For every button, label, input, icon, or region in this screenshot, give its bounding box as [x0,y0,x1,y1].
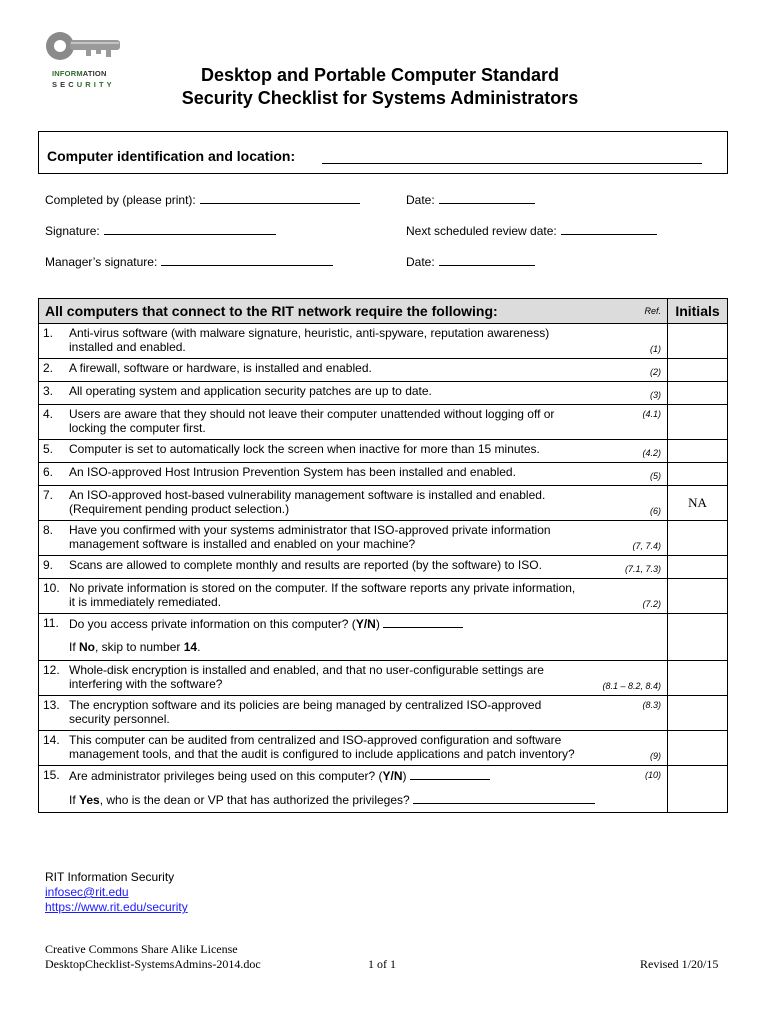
table-row: 4. Users are aware that they should not leave their computer unattended without logging off or locking the computer first. (4.1) [39,405,728,440]
checklist-item-ref: (4.2) [642,448,661,458]
next-review-date-field: Next scheduled review date: [406,223,657,238]
table-row: 1. Anti-virus software (with malware signature, heuristic, anti-spyware, reputation awareness) installed and enabled. (1) [39,324,728,359]
table-row: 5. Computer is set to automatically lock the screen when inactive for more than 15 minutes. (4.2) [39,440,728,463]
footer-license: Creative Commons Share Alike License [45,942,238,956]
checklist-item-text: Anti-virus software (with malware signature, heuristic, anti-spyware, reputation awareness) installed and enabled. [69,326,550,354]
checklist-item-text: No private information is stored on the computer. If the software reports any private information, it is immediately remediated. [69,581,576,609]
initials-cell[interactable] [668,324,728,359]
table-row: 2. A firewall, software or hardware, is installed and enabled. (2) [39,359,728,382]
checklist-item-text: Whole-disk encryption is installed and enabled, and that no user-configurable settings are interfering with the software? [69,663,544,691]
checklist-item-text: Computer is set to automatically lock the screen when inactive for more than 15 minutes. [69,442,540,456]
checklist-item-text: Have you confirmed with your systems administrator that ISO-approved private information management software is installed and enabled on your machine? [69,523,551,551]
signature-field: Signature: [45,223,276,238]
table-row: 14. This computer can be audited from centralized and ISO-approved configuration and software management tools, and that the audit is configured to include applications and patch inventory? (9) [39,731,728,766]
initials-cell[interactable]: NA [668,486,728,521]
next-review-line[interactable] [561,223,657,235]
identification-field[interactable] [322,163,702,164]
initials-cell[interactable] [668,382,728,405]
checklist-item-ref: (3) [650,390,661,400]
checklist-item-subtext: If No, skip to number 14. [69,640,201,654]
checklist-item-subtext: If Yes, who is the dean or VP that has authorized the privileges? [69,792,661,807]
footer-license-block [45,942,261,972]
table-row: 13. The encryption software and its policies are being managed by centralized ISO-approved security personnel. (8.3) [39,696,728,731]
checklist-item-text: Users are aware that they should not leave their computer unattended without logging off or locking the computer first. [69,407,555,435]
initials-cell[interactable] [668,440,728,463]
manager-signature-line[interactable] [161,254,333,266]
initials-cell[interactable] [668,766,728,813]
initials-cell[interactable] [668,405,728,440]
manager-signature-field: Manager’s signature: [45,254,333,269]
footer-filename: DesktopChecklist-SystemsAdmins-2014.doc [45,957,261,971]
checklist-item-ref: (1) [650,344,661,354]
computer-identification-box [38,131,728,174]
checklist-item-text: Do you access private information on this computer? (Y/N) [69,616,661,631]
footer-revised-date: Revised 1/20/15 [640,957,719,971]
checklist-item-ref: (10) [644,770,661,780]
footer-org-name: RIT Information Security [45,870,175,884]
authorizer-answer-line[interactable] [413,792,595,804]
table-row: 10. No private information is stored on the computer. If the software reports any private information, it is immediately remediated. (7.2) [39,579,728,614]
table-row: 8. Have you confirmed with your systems administrator that ISO-approved private information management software is installed and enabled on your machine? (7, 7.4) [39,521,728,556]
footer-email-link[interactable]: infosec@rit.edu [45,885,129,899]
initials-cell[interactable] [668,556,728,579]
table-header-text: All computers that connect to the RIT network require the following: [45,303,498,319]
checklist-item-ref: (2) [650,367,661,377]
title-line-1: Desktop and Portable Computer Standard [200,65,560,85]
date-field-2: Date: [406,254,535,269]
table-row: 6. An ISO-approved Host Intrusion Prevention System has been installed and enabled. (5) [39,463,728,486]
title-line-2: Security Checklist for Systems Administrators [181,88,579,108]
table-row: 12. Whole-disk encryption is installed and enabled, and that no user-configurable settings are interfering with the software? (8.1 – 8.2, 8.4) [39,661,728,696]
checklist-item-ref: (6) [650,506,661,516]
table-row: 11. Do you access private information on this computer? (Y/N) If No, skip to number 14. [39,614,728,661]
checklist-item-ref: (7.1, 7.3) [624,564,661,574]
footer-url-link[interactable]: https://www.rit.edu/security [45,900,188,914]
logo-text-security: SECURITY [52,80,115,89]
table-header-ref: Ref. [644,306,661,316]
checklist-item-text: The encryption software and its policies are being managed by centralized ISO-approved security personnel. [69,698,542,726]
date-line-1[interactable] [439,192,535,204]
footer-contact [45,870,188,915]
page-title [150,64,610,110]
table-row: 9. Scans are allowed to complete monthly and results are reported (by the software) to ISO. (7.1, 7.3) [39,556,728,579]
date-field-1: Date: [406,192,535,207]
checklist-item-text: All operating system and application security patches are up to date. [69,384,432,398]
footer-page-number: 1 of 1 [368,957,396,971]
yn-answer-line[interactable] [410,768,490,780]
checklist-item-text: Are administrator privileges being used on this computer? (Y/N) [69,768,661,783]
initials-header: Initials [668,299,728,324]
signature-line[interactable] [104,223,276,235]
checklist-item-text: An ISO-approved host-based vulnerability management software is installed and enabled. (Requirement pending product selection.) [69,488,546,516]
checklist-item-text: This computer can be audited from centralized and ISO-approved configuration and software management tools, and that the audit is configured to include applications and patch inventory? [69,733,575,761]
initials-cell[interactable] [668,521,728,556]
checklist-item-ref: (7.2) [642,599,661,609]
checklist-item-ref: (8.3) [642,700,661,710]
checklist-item-text: An ISO-approved Host Intrusion Prevention System has been installed and enabled. [69,465,516,479]
date-line-2[interactable] [439,254,535,266]
initials-cell[interactable] [668,696,728,731]
initials-cell[interactable] [668,731,728,766]
initials-cell[interactable] [668,614,728,661]
initials-cell[interactable] [668,463,728,486]
checklist-item-ref: (8.1 – 8.2, 8.4) [602,681,661,691]
checklist-item-ref: (7, 7.4) [632,541,661,551]
checklist-item-ref: (5) [650,471,661,481]
completed-by-field: Completed by (please print): [45,192,360,207]
checklist-item-ref: (9) [650,751,661,761]
table-row: 15. Are administrator privileges being used on this computer? (Y/N) If Yes, who is the dean or VP that has authorized the privileges? (10) [39,766,728,813]
identification-label: Computer identification and location: [47,148,296,164]
table-header-cell [39,299,668,324]
completed-by-line[interactable] [200,192,360,204]
yn-answer-line[interactable] [383,616,463,628]
checklist-item-text: A firewall, software or hardware, is installed and enabled. [69,361,372,375]
checklist-item-ref: (4.1) [642,409,661,419]
logo-text-information: INFORMATION [52,69,107,78]
initials-cell[interactable] [668,661,728,696]
initials-cell[interactable] [668,579,728,614]
table-row: 7. An ISO-approved host-based vulnerability management software is installed and enabled. (Requirement pending product selection.) (6) NA [39,486,728,521]
security-checklist-table [38,298,728,813]
initials-cell[interactable] [668,359,728,382]
table-row: 3. All operating system and application security patches are up to date. (3) [39,382,728,405]
table-header-row [39,299,728,324]
checklist-item-text: Scans are allowed to complete monthly and results are reported (by the software) to ISO. [69,558,542,572]
